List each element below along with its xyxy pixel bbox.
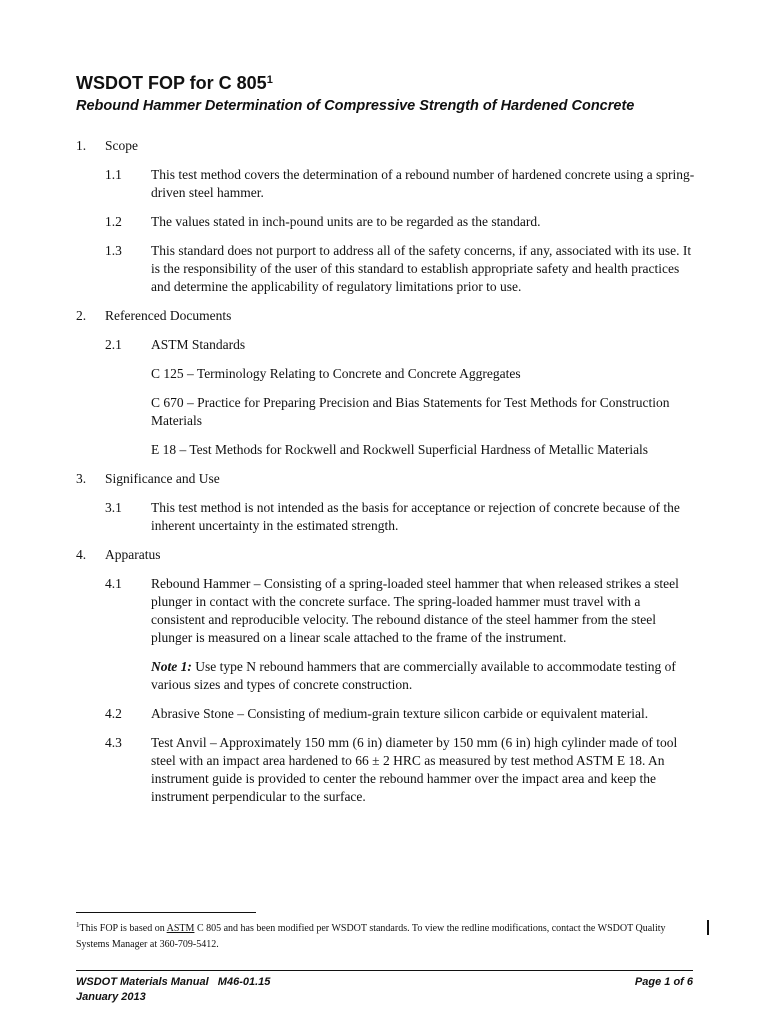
footnote-marker: 1 [76,921,80,929]
page-footer [76,975,693,1005]
footnote-text-post: C 805 and has been modified per WSDOT standards. To view the redline modifications, contact the WSDOT Quality Systems Manager at 360-709-5412. [76,923,666,950]
footnote-astm-link[interactable]: ASTM [166,923,195,934]
item-text: Abrasive Stone – Consisting of medium-grain texture silicon carbide or equivalent material. [151,706,649,721]
footer-page-number: Page 1 of 6 [634,976,693,988]
item-2-1 [76,336,696,354]
section-title: Referenced Documents [105,308,232,323]
section-title: Apparatus [105,547,161,562]
reference-c670: C 670 – Practice for Preparing Precision and Bias Statements for Test Methods for Construction Materials [151,395,670,428]
item-number: 4.2 [105,706,122,721]
section-number: 1. [76,138,87,153]
item-text: Test Anvil – Approximately 150 mm (6 in) diameter by 150 mm (6 in) high cylinder made of tool steel with an impact area hardened to 66 ± 2 HRC as measured by test method ASTM E 18. An instrument guide is provided to center the rebound hammer over the impact area and keep the instrument perpendicular to the surface. [151,735,678,804]
item-1-2 [76,213,696,231]
item-number: 1.1 [105,167,122,182]
item-number: 4.1 [105,576,122,591]
title-footnote-ref: 1 [266,74,273,86]
section-number: 3. [76,471,87,486]
item-text: The values stated in inch-pound units are to be regarded as the standard. [151,214,541,229]
item-text: This standard does not purport to address all of the safety concerns, if any, associated with its use. It is the responsibility of the user of this standard to establish appropriate safety and health practices and determine the applicability of regulatory limitations prior to use. [151,243,692,294]
item-number: 1.2 [105,214,122,229]
item-number: 4.3 [105,735,122,750]
item-number: 1.3 [105,243,122,258]
page-title [76,72,273,94]
footnote [76,921,676,953]
item-1-3 [76,242,696,296]
document-body [76,137,696,806]
footnote-text-pre: This FOP is based on [79,923,167,934]
note-text: Use type N rebound hammers that are commercially available to accommodate testing of various sizes and types of concrete construction. [151,659,676,692]
item-4-1 [76,575,696,647]
item-text: ASTM Standards [151,337,246,352]
footer-date: January 2013 [76,991,146,1003]
item-number: 2.1 [105,337,122,352]
footer-manual: WSDOT Materials Manual M46-01.15 [76,976,271,988]
item-3-1 [76,499,696,535]
text-cursor [707,920,709,935]
item-text: This test method covers the determination of a rebound number of hardened concrete using a spring-driven steel hammer. [151,167,695,200]
note-label: Note 1: [151,659,192,674]
item-text: Rebound Hammer – Consisting of a spring-loaded steel hammer that when released strikes a steel plunger in contact with the concrete surface. The spring-loaded hammer must travel with a consistent and reproducible velocity. The rebound distance of the steel hammer from the steel plunger is measured on a linear scale attached to the frame of the instrument. [151,576,679,645]
section-title: Scope [105,138,138,153]
section-number: 2. [76,308,87,323]
note-1 [76,658,696,694]
footnote-separator [76,912,256,913]
footer-separator [76,970,693,971]
section-significance [76,470,696,488]
reference-e18: E 18 – Test Methods for Rockwell and Rockwell Superficial Hardness of Metallic Materials [151,442,649,457]
reference-c125: C 125 – Terminology Relating to Concrete and Concrete Aggregates [151,366,521,381]
item-text: This test method is not intended as the basis for acceptance or rejection of concrete because of the inherent uncertainty in the estimated strength. [151,500,680,533]
title-text: WSDOT FOP for C 805 [76,73,267,93]
item-number: 3.1 [105,500,122,515]
section-scope [76,137,696,155]
item-1-1 [76,166,696,202]
section-title: Significance and Use [105,471,220,486]
item-4-2 [76,705,696,723]
section-number: 4. [76,547,87,562]
item-4-3 [76,734,696,806]
section-apparatus [76,546,696,564]
section-referenced-documents [76,307,696,325]
page-subtitle: Rebound Hammer Determination of Compressive Strength of Hardened Concrete [76,98,635,114]
